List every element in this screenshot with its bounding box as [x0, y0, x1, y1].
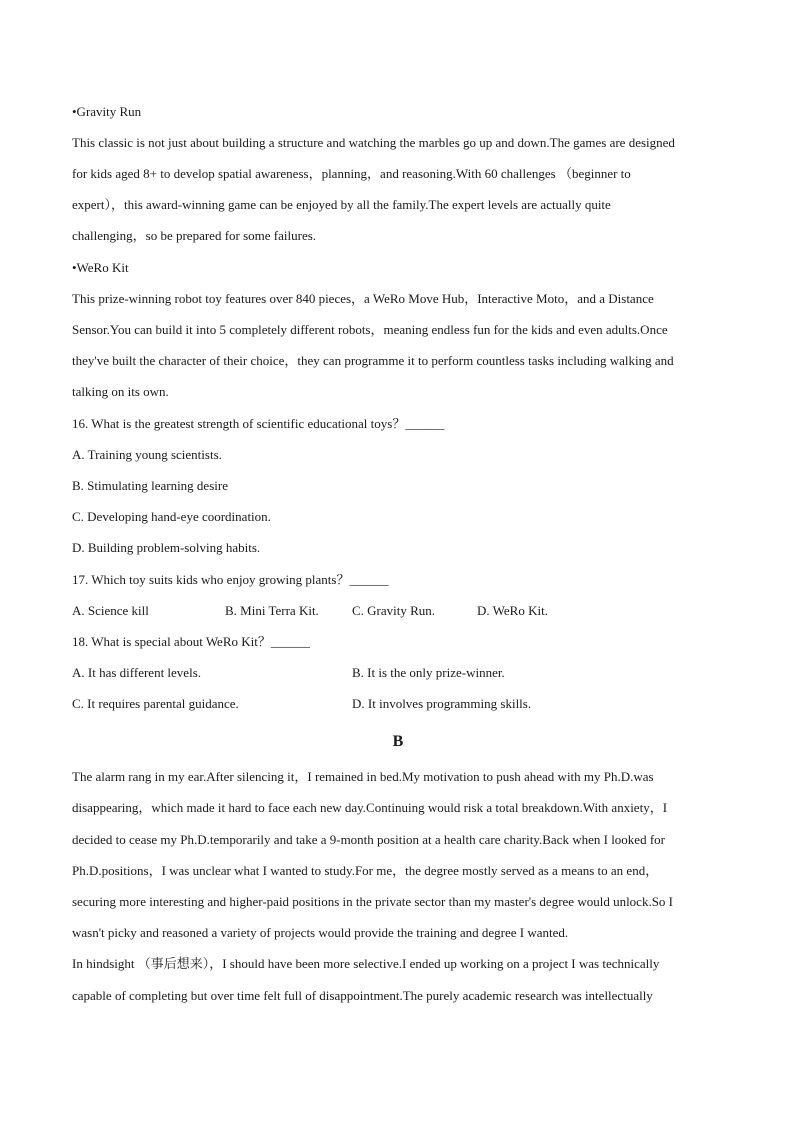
- question-17-option-a: A. Science kill: [72, 603, 149, 618]
- paragraph-line: expert），this award-winning game can be enjoyed by all the family.The expert levels are actually quite: [72, 197, 611, 212]
- question-16-stem: 16. What is the greatest strength of scientific educational toys？______: [72, 416, 445, 431]
- passage-line: capable of completing but over time felt full of disappointment.The purely academic research was intellectually: [72, 988, 653, 1003]
- paragraph-line: This classic is not just about building a structure and watching the marbles go up and down.The games are designed: [72, 135, 675, 150]
- passage-line: disappearing，which made it hard to face each new day.Continuing would risk a total breakdown.With anxiety，I: [72, 800, 668, 815]
- question-18-option-a: A. It has different levels.: [72, 665, 201, 680]
- paragraph-line: they've built the character of their choice，they can programme it to perform countless tasks including walking and: [72, 353, 674, 368]
- question-17-option-b: B. Mini Terra Kit.: [225, 603, 319, 618]
- passage-line: securing more interesting and higher-paid positions in the private sector than my master's degree would unlock.So I: [72, 894, 674, 909]
- section-heading: B: [392, 733, 404, 750]
- question-18-option-d: D. It involves programming skills.: [352, 696, 532, 711]
- passage-line: decided to cease my Ph.D.temporarily and take a 9-month position at a health care charity.Back when I looked for: [72, 832, 665, 847]
- paragraph-line: for kids aged 8+ to develop spatial awareness，planning，and reasoning.With 60 challenges （beginner to: [72, 166, 631, 181]
- toy-title-wero-kit: •WeRo Kit: [72, 260, 129, 275]
- question-18-stem: 18. What is special about WeRo Kit？______: [72, 634, 310, 649]
- paragraph-line: talking on its own.: [72, 384, 169, 399]
- question-16-option-c: C. Developing hand-eye coordination.: [72, 509, 271, 524]
- question-17-stem: 17. Which toy suits kids who enjoy growing plants？______: [72, 572, 389, 587]
- passage-line: The alarm rang in my ear.After silencing it，I remained in bed.My motivation to push ahead with my Ph.D.was: [72, 769, 654, 784]
- question-17-option-c: C. Gravity Run.: [352, 603, 436, 618]
- paragraph-line: This prize-winning robot toy features over 840 pieces，a WeRo Move Hub，Interactive Moto，and a Distance: [72, 291, 654, 306]
- paragraph-line: challenging，so be prepared for some failures.: [72, 228, 317, 243]
- toy-title-gravity-run: •Gravity Run: [72, 104, 142, 119]
- passage-line: Ph.D.positions，I was unclear what I wanted to study.For me，the degree mostly served as a means to an end，: [72, 863, 659, 878]
- question-16-option-a: A. Training young scientists.: [72, 447, 222, 462]
- question-18-option-b: B. It is the only prize-winner.: [352, 665, 505, 680]
- question-17-option-d: D. WeRo Kit.: [477, 603, 548, 618]
- question-18-option-c: C. It requires parental guidance.: [72, 696, 239, 711]
- question-16-option-d: D. Building problem-solving habits.: [72, 540, 261, 555]
- paragraph-line: Sensor.You can build it into 5 completely different robots，meaning endless fun for the kids and even adults.Once: [72, 322, 668, 337]
- passage-line: wasn't picky and reasoned a variety of projects would provide the training and degree I wanted.: [72, 925, 569, 940]
- passage-line: In hindsight （事后想来），I should have been more selective.I ended up working on a project I was technically: [72, 956, 660, 971]
- question-16-option-b: B. Stimulating learning desire: [72, 478, 228, 493]
